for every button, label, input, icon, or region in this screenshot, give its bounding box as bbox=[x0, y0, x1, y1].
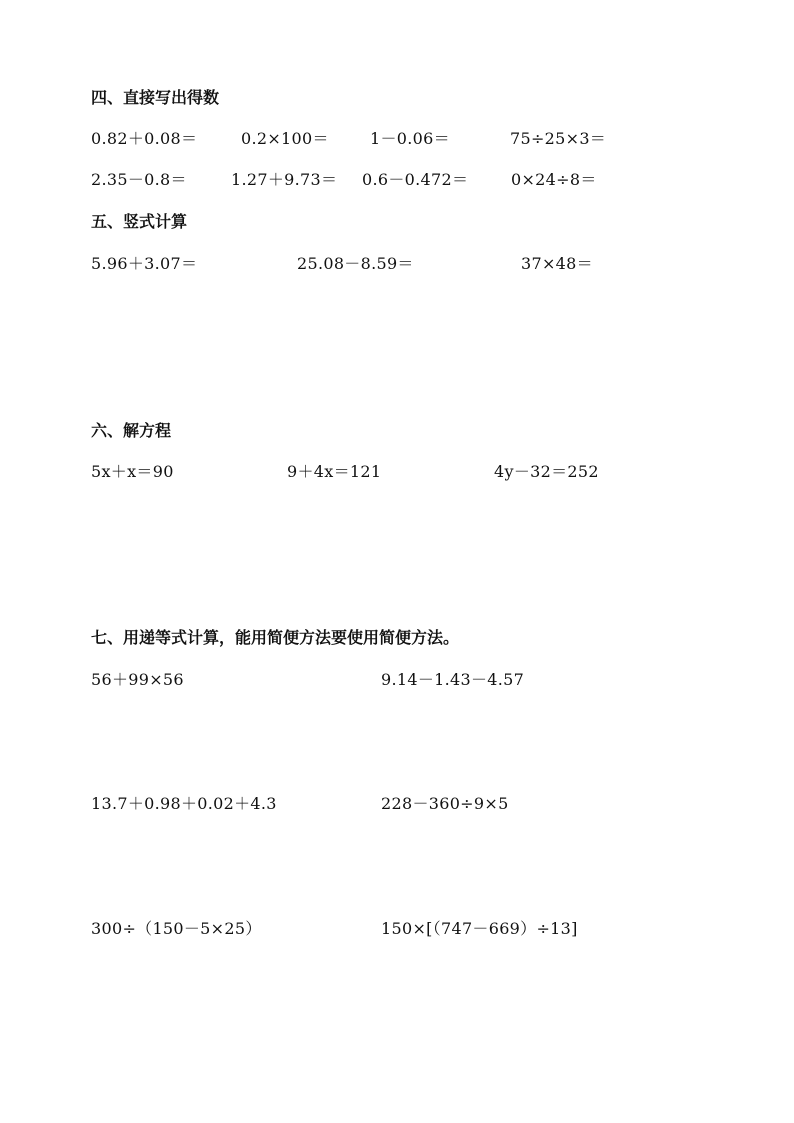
section-6-problem-2: 9＋4x＝121 bbox=[287, 462, 382, 481]
section-7-problem-5: 300÷（150－5×25） bbox=[91, 919, 262, 938]
section-6-problem-3: 4y－32＝252 bbox=[494, 462, 599, 481]
section-5-problem-3: 37×48＝ bbox=[521, 254, 593, 273]
section-7-problem-6: 150×[（747－669）÷13] bbox=[381, 919, 578, 938]
section-5-heading: 五、竖式计算 bbox=[91, 212, 188, 231]
section-4-problem-8: 0×24÷8＝ bbox=[511, 170, 597, 189]
section-4-problem-7: 0.6－0.472＝ bbox=[362, 170, 469, 189]
section-7-problem-2: 9.14－1.43－4.57 bbox=[381, 670, 525, 689]
section-5-problem-2: 25.08－8.59＝ bbox=[297, 254, 414, 273]
section-4-problem-1: 0.82＋0.08＝ bbox=[91, 129, 198, 148]
section-4-problem-6: 1.27＋9.73＝ bbox=[231, 170, 338, 189]
section-7-problem-3: 13.7＋0.98＋0.02＋4.3 bbox=[91, 794, 277, 813]
section-7-heading: 七、用递等式计算，能用简便方法要使用简便方法。 bbox=[91, 628, 460, 647]
section-6-heading: 六、解方程 bbox=[91, 421, 172, 440]
section-4-problem-5: 2.35－0.8＝ bbox=[91, 170, 187, 189]
section-7-problem-1: 56＋99×56 bbox=[91, 670, 184, 689]
section-4-problem-3: 1－0.06＝ bbox=[370, 129, 450, 148]
section-4-problem-2: 0.2×100＝ bbox=[241, 129, 329, 148]
section-7-problem-4: 228－360÷9×5 bbox=[381, 794, 509, 813]
section-4-heading: 四、直接写出得数 bbox=[91, 88, 220, 107]
section-5-problem-1: 5.96＋3.07＝ bbox=[91, 254, 198, 273]
section-4-problem-4: 75÷25×3＝ bbox=[510, 129, 607, 148]
section-6-problem-1: 5x＋x＝90 bbox=[91, 462, 174, 481]
